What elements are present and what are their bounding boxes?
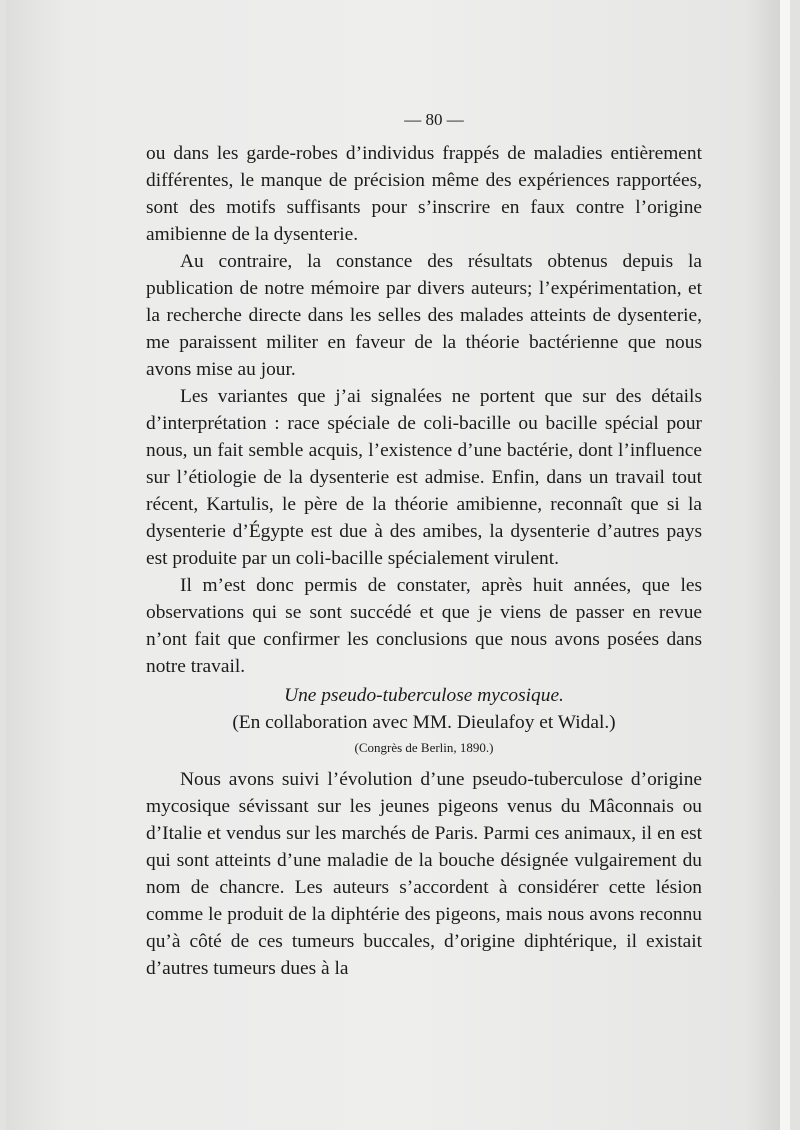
collaboration-note: (En collaboration avec MM. Dieulafoy et Widal.) [232,712,616,733]
page-edge [780,0,790,1130]
paragraph-1: ou dans les garde-robes d’individus frappés de maladies entièrement différentes, le manque de précision même des expériences rapportées, sont des motifs suffisants pour s’inscrire en faux contre l’origine amibienne de la dysenterie. [146,143,702,245]
paragraph-3: Les variantes que j’ai signalées ne portent que sur des détails d’interprétation : race spéciale de coli-bacille ou bacille spécial pour nous, un fait semble acquis, l’existence d’une bactérie, dont l’influence sur l’étiologie de la dysenterie est admise. Enfin, dans un travail tout récent, Kartulis, le père de la théorie amibienne, reconnaît que si la dysenterie d’Égypte est due à des amibes, la dysenterie d’autres pays est produite par un coli-bacille spécialement virulent. [146,386,702,569]
paragraph-2: Au contraire, la constance des résultats obtenus depuis la publication de notre mémoire par divers auteurs; l’expérimentation, et la recherche directe dans les selles des malades atteints de dysenterie, me paraissent militer en faveur de la théorie bactérienne que nous avons mise au jour. [146,251,702,380]
page-number: — 80 — [404,110,464,129]
congress-note: (Congrès de Berlin, 1890.) [354,740,494,755]
section-title: Une pseudo-tuberculose mycosique. [284,685,564,706]
document-page [6,0,790,1130]
text-block [146,110,702,982]
section-paragraph: Nous avons suivi l’évolution d’une pseudo-tuberculose d’origine mycosique sévissant sur les jeunes pigeons venus du Mâconnais ou d’Italie et vendus sur les marchés de Paris. Parmi ces animaux, il en est qui sont atteints d’une maladie de la bouche désignée vulgairement du nom de chancre. Les auteurs s’accordent à considérer cette lésion comme le produit de la diphtérie des pigeons, mais nous avons reconnu qu’à côté de ces tumeurs buccales, d’origine diphtérique, il existait d’autres tumeurs dues à la [146,769,702,979]
paragraph-4: Il m’est donc permis de constater, après huit années, que les observations qui se sont succédé et que je viens de passer en revue n’ont fait que confirmer les conclusions que nous avons posées dans notre travail. [146,575,702,677]
